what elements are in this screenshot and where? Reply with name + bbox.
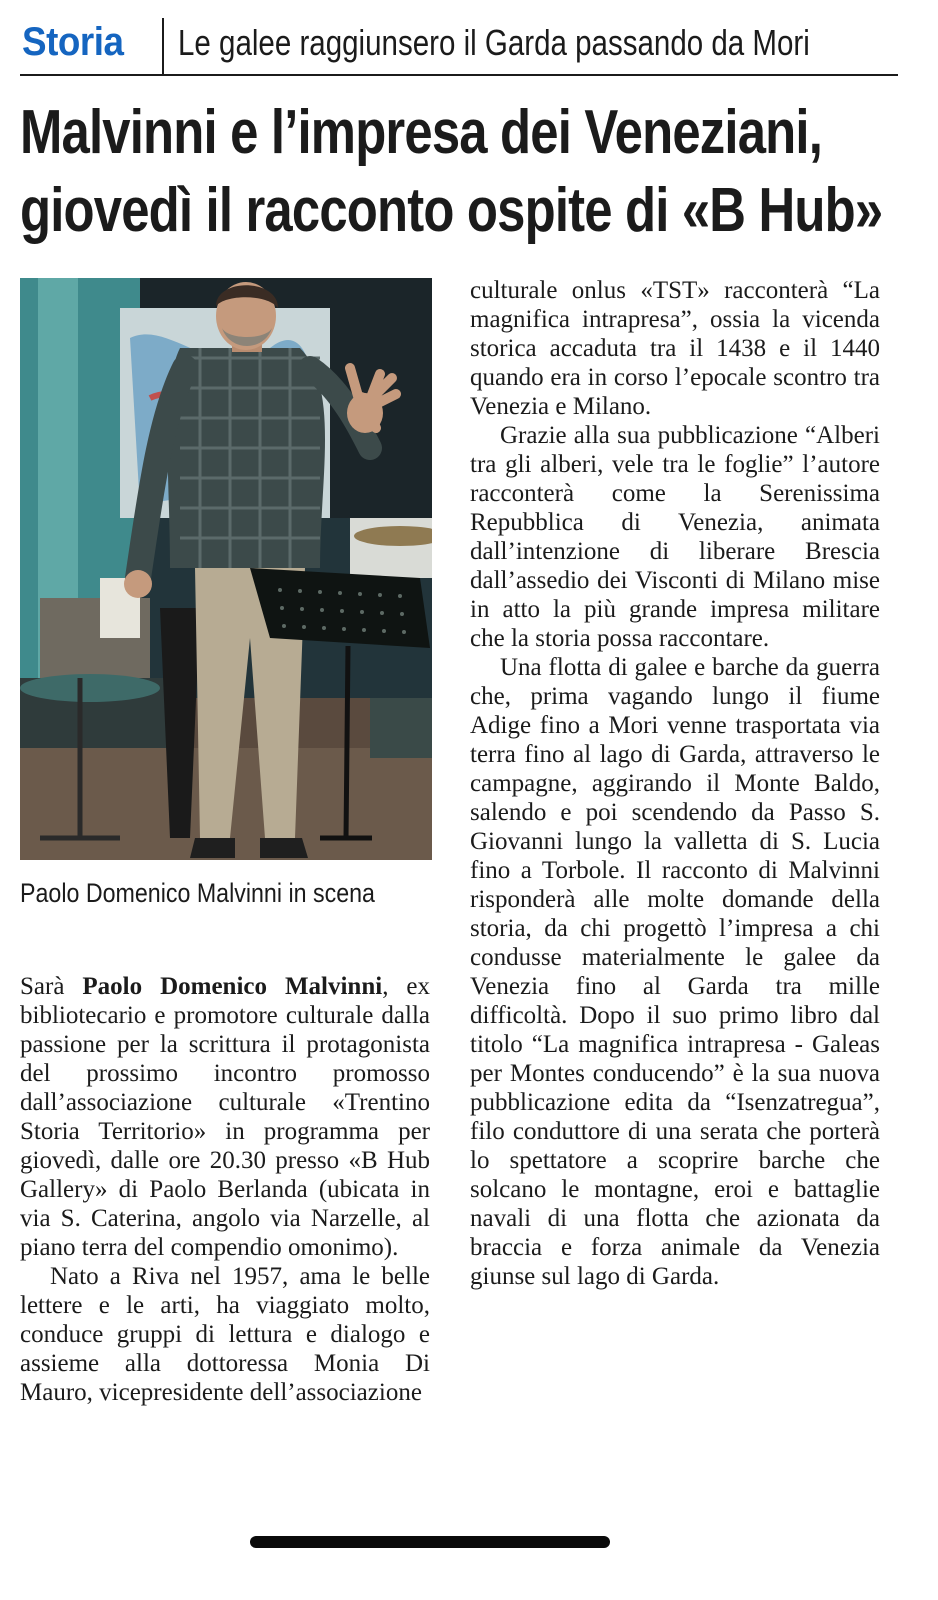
kicker-deck: Le galee raggiunsero il Garda passando da Mori xyxy=(178,22,810,63)
body-text: , ex bibliotecario e promotore culturale dalla passione per la scrittura il protagonista del prossimo incontro promosso dall’associazione culturale «Trentino Storia Territorio» in programma per giovedì, dalle ore 20.30 presso «B Hub Gallery» di Paolo Berlanda (ubicata in via S. Caterina, angolo via Narzelle, al piano terra del compendio omonimo). xyxy=(20,973,430,1261)
performer-photo xyxy=(20,278,432,860)
headline-line-2: giovedì il racconto ospite di «B Hub» xyxy=(20,176,883,245)
body-paragraph: Nato a Riva nel 1957, ama le belle lettere e le arti, ha viaggiato molto, conduce gruppi di lettura e dialogo e assieme alla dottoressa Monia Di Mauro, vicepresidente dell’associazione xyxy=(20,1263,430,1406)
body-paragraph: Grazie alla sua pubblicazione “Alberi tra gli alberi, vele tra le foglie” l’autore racconterà come la Serenissima Repubblica di Venezia, animata dall’intenzione di liberare Brescia dall’assedio dei Visconti di Milano mise in atto la più grande impresa militare che la storia possa raccontare. xyxy=(470,422,880,652)
home-indicator[interactable] xyxy=(250,1536,610,1548)
headline-line-1: Malvinni e l’impresa dei Veneziani, xyxy=(20,98,822,167)
body-author-name: Paolo Domenico Malvinni xyxy=(82,973,383,1000)
kicker-bar xyxy=(20,18,898,76)
body-intro: Sarà xyxy=(20,973,83,1000)
body-paragraph: culturale onlus «TST» racconterà “La magnifica intrapresa”, ossia la vicenda storica accaduta tra il 1438 e il 1440 quando era in corso l’epocale scontro tra Venezia e Milano. xyxy=(470,277,880,420)
section-label: Storia xyxy=(22,20,124,64)
body-paragraph xyxy=(20,972,430,1262)
body-paragraph: Una flotta di galee e barche da guerra che, prima vagando lungo il fiume Adige fino a Mori venne trasportata via terra fino al lago di Garda, attraverso le campagne, aggirando il Monte Baldo, salendo e poi scendendo da Passo S. Giovanni lungo la valletta di S. Lucia fino a Torbole. Il racconto di Malvinni risponderà alle molte domande della storia, da chi progettò l’impresa a chi condusse materialmente le galee da Venezia fino al Garda tra mille difficoltà. Dopo il suo primo libro dal titolo “La magnifica intrapresa - Galeas per Montes conducendo” è la sua nuova pubblicazione edita da “Isenzatregua”, filo conduttore di una serata che porterà lo spettatore a scoprire barche che solcano le montagne, eroi e battaglie navali di una flotta che azionata da braccia e forza animale da Venezia giunse sul lago di Garda. xyxy=(470,654,880,1290)
body-column-right xyxy=(470,276,880,1291)
performer-photo-illustration xyxy=(20,278,432,860)
body-column-left xyxy=(20,972,430,1407)
photo-caption: Paolo Domenico Malvinni in scena xyxy=(20,878,375,908)
kicker-divider xyxy=(162,18,164,74)
headline xyxy=(20,94,883,250)
